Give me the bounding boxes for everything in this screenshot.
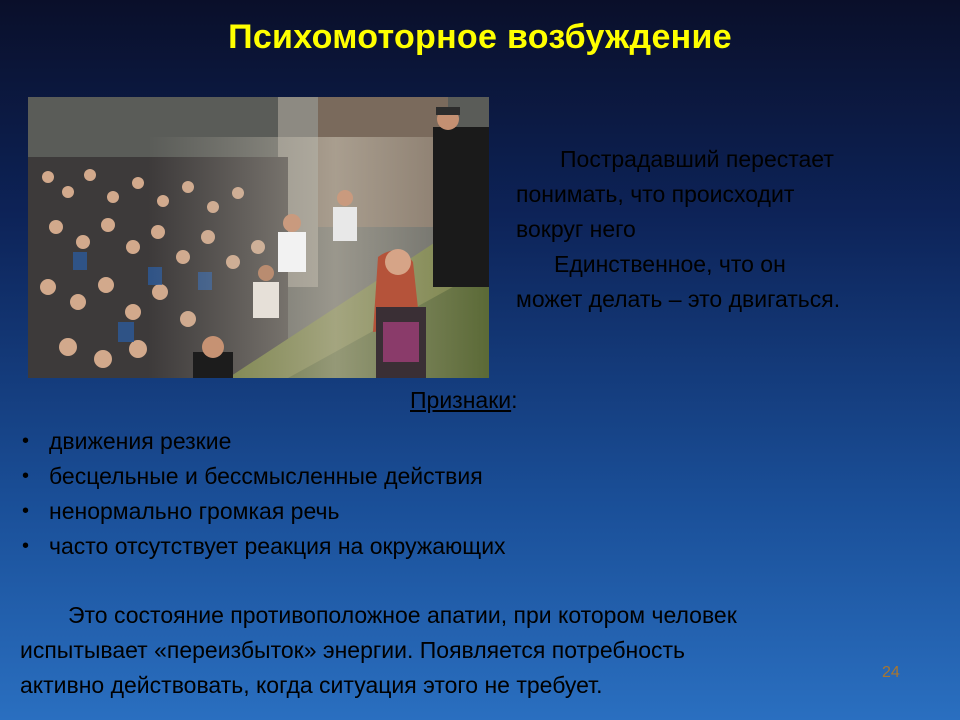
signs-list-item bbox=[22, 424, 506, 459]
intro-line-4: Единственное, что он bbox=[554, 251, 786, 277]
intro-line-5: может делать – это двигаться. bbox=[516, 286, 841, 312]
bullet-icon: • bbox=[22, 430, 30, 452]
signs-list-item bbox=[22, 529, 506, 564]
intro-line-1: Пострадавший перестает bbox=[560, 146, 834, 172]
summary-text bbox=[20, 598, 940, 703]
page-number: 24 bbox=[882, 664, 900, 681]
slide-title: Психомоторное возбуждение bbox=[228, 18, 732, 56]
signs-list-item bbox=[22, 494, 506, 529]
signs-heading bbox=[410, 387, 518, 414]
summary-line-3: активно действовать, когда ситуация этого не требует. bbox=[20, 672, 603, 698]
crowd-photo bbox=[28, 97, 489, 378]
signs-heading-colon: : bbox=[511, 387, 518, 413]
signs-list bbox=[22, 424, 506, 564]
intro-line-3: вокруг него bbox=[516, 216, 636, 242]
signs-list-item bbox=[22, 459, 506, 494]
sign-text: ненормально громкая речь bbox=[49, 498, 340, 524]
bullet-icon: • bbox=[22, 500, 30, 522]
intro-text bbox=[516, 142, 936, 317]
bullet-icon: • bbox=[22, 465, 30, 487]
sign-text: часто отсутствует реакция на окружающих bbox=[49, 533, 506, 559]
sign-text: бесцельные и бессмысленные действия bbox=[49, 463, 483, 489]
summary-line-2: испытывает «переизбыток» энергии. Появляется потребность bbox=[20, 637, 686, 663]
summary-line-1: Это состояние противоположное апатии, при котором человек bbox=[68, 602, 737, 628]
bullet-icon: • bbox=[22, 535, 30, 557]
sign-text: движения резкие bbox=[49, 428, 232, 454]
signs-heading-label: Признаки bbox=[410, 387, 512, 413]
intro-line-2: понимать, что происходит bbox=[516, 181, 795, 207]
